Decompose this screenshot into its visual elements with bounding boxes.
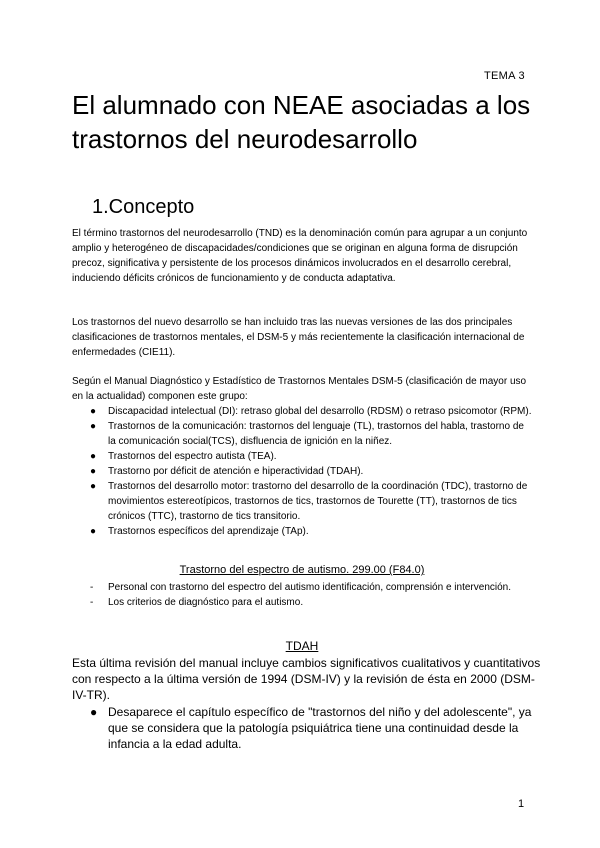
list-item — [72, 479, 532, 524]
bullet-icon: ● — [90, 406, 97, 417]
bullet-icon: ● — [90, 705, 98, 719]
list-item-text: Personal con trastorno del espectro del autismo identificación, comprensión e intervención. — [108, 582, 511, 593]
list-item-text: Discapacidad intelectual (DI): retraso global del desarrollo (RDSM) o retraso psicomotor (RPM). — [108, 406, 532, 417]
list-item — [72, 419, 532, 449]
list-item-text: Los criterios de diagnóstico para el autismo. — [108, 597, 304, 608]
dash-icon: - — [90, 597, 94, 608]
paragraph-definition: El término trastornos del neurodesarrollo (TND) es la denominación común para agrupar a un conjunto amplio y heterogéneo de discapacidades/condiciones que se originan en alguna forma de disrupción precoz, significativa y persistente de los procesos dinámicos involucrados en el desarrollo cerebral, induciendo déficits crónicos de funcionamiento y de conducta adaptativa. — [72, 228, 528, 284]
list-item — [72, 524, 532, 539]
bullet-icon: ● — [90, 466, 97, 477]
list-item-text: Trastornos del desarrollo motor: trastorno del desarrollo de la coordinación (TDC), trastorno de movimientos estereotípicos, trastornos de tics, trastornos de Tourette (TT), trastornos de tics crónicos (TTC), trastorno de tics transitorio. — [108, 481, 528, 522]
list-item-text: Trastornos de la comunicación: trastornos del lenguaje (TL), trastornos del habla, trastorno de la comunicación social(TCS), disfluencia de ignición en la niñez. — [108, 421, 524, 447]
list-item — [72, 404, 532, 419]
page-title: El alumnado con NEAE asociadas a los trastornos del neurodesarrollo — [72, 90, 531, 154]
bullet-icon: ● — [90, 481, 97, 492]
bullet-icon: ● — [90, 451, 97, 462]
list-item-text: Trastornos específicos del aprendizaje (TAp). — [108, 526, 309, 537]
autism-list — [72, 580, 532, 610]
list-item-text: Desaparece el capítulo específico de "trastornos del niño y del adolescente", ya que se considera que la patología psiquiátrica tiene una continuidad desde la infancia a la edad adulta. — [108, 705, 532, 751]
tdah-list — [72, 704, 542, 752]
list-item — [72, 595, 532, 610]
bullet-icon: ● — [90, 526, 97, 537]
list-item — [72, 704, 542, 752]
paragraph-dsm5-intro: Según el Manual Diagnóstico y Estadístico de Trastornos Mentales DSM-5 (clasificación de mayor uso en la actualidad) componen este grupo: — [72, 376, 527, 402]
list-item — [72, 580, 532, 595]
dash-icon: - — [90, 582, 94, 593]
list-item — [72, 464, 532, 479]
paragraph-classifications: Los trastornos del nuevo desarrollo se han incluido tras las nuevas versiones de las dos principales clasificaciones de trastornos mentales, el DSM-5 y más recientemente la clasificación internacional de enfermedades (CIE11). — [72, 317, 525, 358]
disorder-list — [72, 404, 532, 539]
list-item-text: Trastornos del espectro autista (TEA). — [108, 451, 277, 462]
bullet-icon: ● — [90, 421, 97, 432]
list-item — [72, 449, 532, 464]
page-number: 1 — [518, 798, 525, 810]
section-heading: 1.Concepto — [92, 196, 195, 218]
list-item-text: Trastorno por déficit de atención e hiperactividad (TDAH). — [108, 466, 364, 477]
paragraph-tdah: Esta última revisión del manual incluye cambios significativos cualitativos y cuantitativos con respecto a la última versión de 1994 (DSM-IV) y la revisión de ésta en 2000 (DSM-IV-TR). — [72, 656, 541, 702]
topic-label: TEMA 3 — [484, 70, 525, 82]
tdah-heading: TDAH — [285, 639, 319, 653]
autism-heading: Trastorno del espectro de autismo. 299.00 (F84.0) — [179, 564, 425, 576]
